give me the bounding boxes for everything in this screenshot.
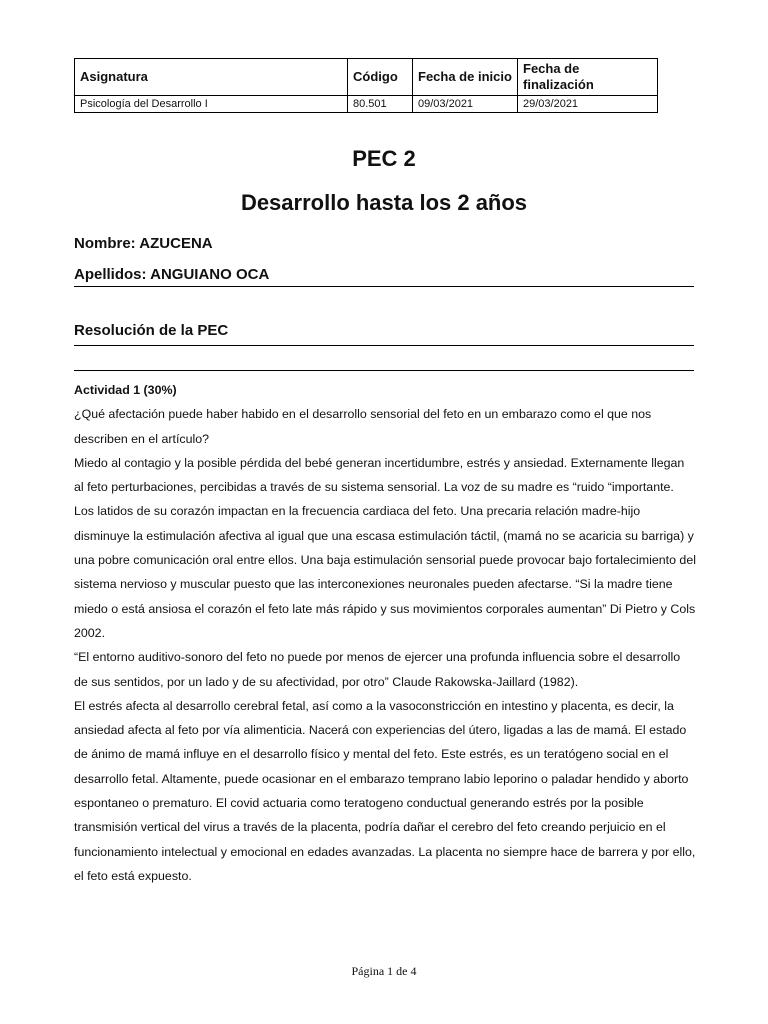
activity-paragraph: “El entorno auditivo-sonoro del feto no puede por menos de ejercer una profunda influencia sobre el desarrollo de sus sentidos, por un lado y de su afectividad, por otro” Claude Rakowska-Jaillard (1982). bbox=[74, 650, 681, 689]
header-asignatura: Asignatura bbox=[75, 59, 348, 96]
activity-paragraph: Miedo al contagio y la posible pérdida del bebé generan incertidumbre, estrés y ansiedad. Externamente llegan al feto perturbaciones, percibidas a través de su sistema sensorial. La voz de su madre es “ruido “importante. Los latidos de su corazón impactan en la frecuencia cardiaca del feto. Una precaria relación madre-hijo disminuye la estimulación afectiva al igual que una escasa estimulación táctil, (mamá no se acaricia su barriga) y una pobre comunicación oral entre ellos. Una baja estimulación sensorial puede provocar bajo fortalecimiento del sistema nervioso y muscular puesto que las interconexiones neuronales pueden afectarse. “Si la madre tiene miedo o está ansiosa el corazón el feto late más rápido y sus movimientos corporales aumentan” Di Pietro y Cols 2002. bbox=[74, 455, 696, 640]
header-fecha-inicio: Fecha de inicio bbox=[413, 59, 518, 96]
activity-paragraph: El estrés afecta al desarrollo cerebral fetal, así como a la vasoconstricción en intestino y placenta, es decir, la ansiedad afecta al feto por vía alimenticia. Nacerá con experiencias del útero, ligadas a las de mamá. El estado de ánimo de mamá influye en el desarrollo físico y mental del feto. Este estrés, es un teratógeno social en el desarrollo fetal. Altamente, puede ocasionar en el embarazo temprano labio leporino o paladar hendido y aborto espontaneo o prematuro. El covid actuaria como teratogeno conductual generando estrés por la posible transmisión vertical del virus a través de la placenta, podría dañar el cerebro del feto creando perjuicio en el funcionamiento intelectual y emocional en edades avanzadas. La placenta no siempre hace de barrera y por ello, el feto está expuesto. bbox=[74, 698, 696, 883]
cell-asignatura: Psicología del Desarrollo I bbox=[75, 96, 348, 113]
divider bbox=[74, 345, 694, 346]
cell-fecha-finalizacion: 29/03/2021 bbox=[518, 96, 658, 113]
header-codigo: Código bbox=[348, 59, 413, 96]
document-subtitle: Desarrollo hasta los 2 años bbox=[240, 190, 528, 215]
cell-codigo: 80.501 bbox=[348, 96, 413, 113]
document-title: PEC 2 bbox=[352, 146, 416, 171]
section-title: Resolución de la PEC bbox=[74, 322, 229, 339]
student-name: Nombre: AZUCENA bbox=[74, 235, 213, 252]
header-fecha-finalizacion: Fecha de finalización bbox=[518, 59, 658, 96]
cell-fecha-inicio: 09/03/2021 bbox=[413, 96, 518, 113]
divider bbox=[74, 286, 694, 287]
activity-question: ¿Qué afectación puede haber habido en el desarrollo sensorial del feto en un embarazo como el que nos describen en el artículo? bbox=[74, 407, 652, 446]
table-row bbox=[75, 96, 658, 113]
table-header-row bbox=[75, 59, 658, 96]
student-surnames: Apellidos: ANGUIANO OCA bbox=[74, 266, 270, 283]
page-footer: Página 1 de 4 bbox=[351, 964, 417, 978]
activity-title: Actividad 1 (30%) bbox=[74, 383, 177, 397]
activity-content bbox=[74, 378, 696, 888]
divider bbox=[74, 370, 694, 371]
course-info-table bbox=[74, 58, 658, 113]
